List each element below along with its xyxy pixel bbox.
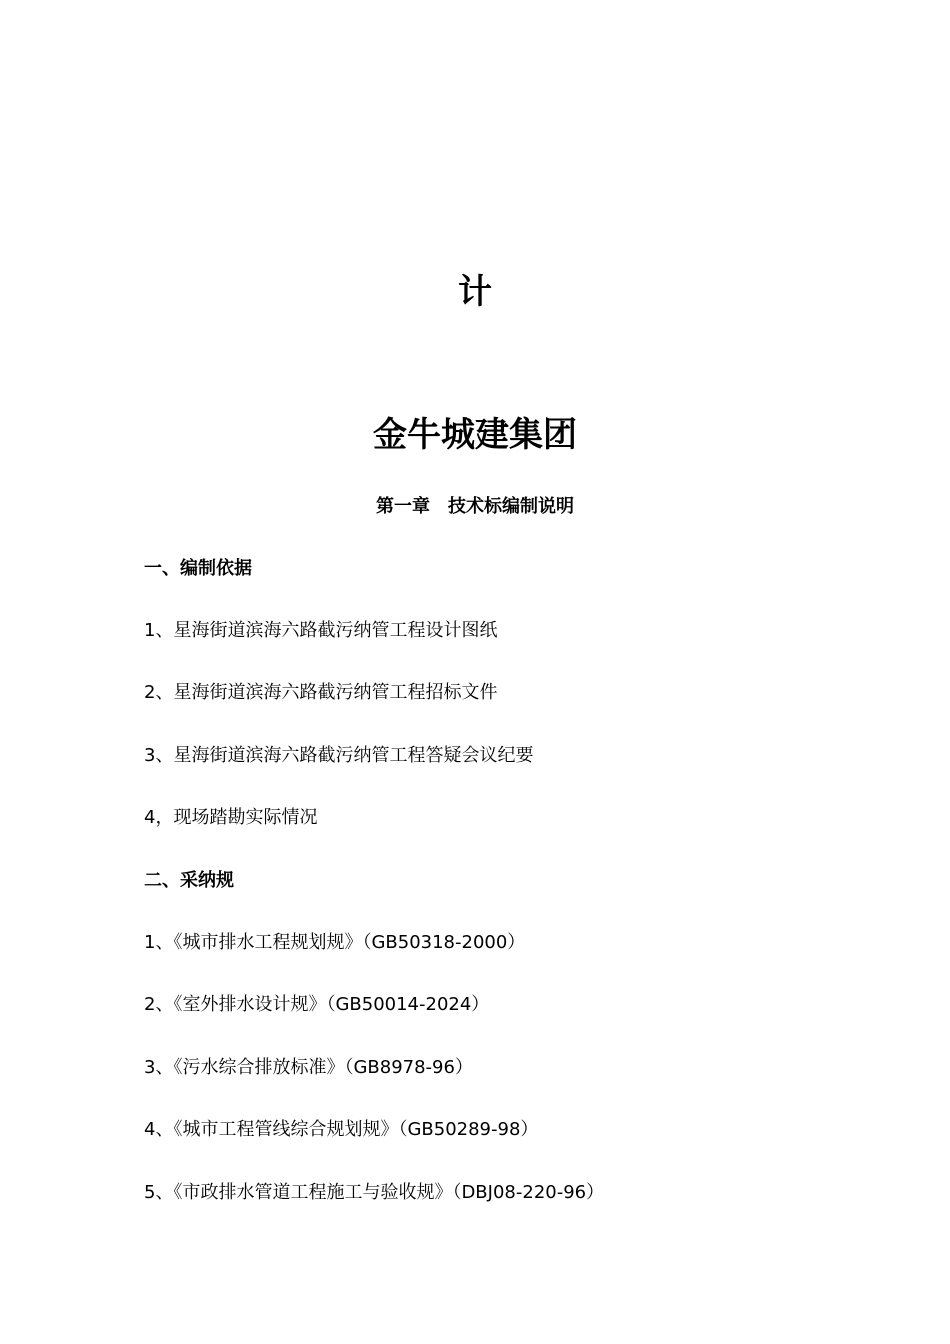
chapter-heading	[0, 494, 950, 520]
chapter-title: 技术标编制说明	[448, 496, 574, 517]
section-heading-basis: 一、编制依据	[144, 558, 252, 579]
basis-item-3: 3、星海街道滨海六路截污纳管工程答疑会议纪要	[144, 745, 534, 766]
standard-item-4: 4、《城市工程管线综合规划规》（GB50289-98）	[144, 1119, 539, 1140]
company-name: 金牛城建集团	[373, 415, 577, 455]
section-heading-standards: 二、采纳规	[144, 870, 234, 891]
top-title: 计	[458, 272, 492, 312]
basis-item-1: 1、星海街道滨海六路截污纳管工程设计图纸	[144, 620, 498, 641]
basis-item-2: 2、星海街道滨海六路截污纳管工程招标文件	[144, 682, 498, 703]
basis-item-4: 4，现场踏勘实际情况	[144, 807, 318, 828]
chapter-number: 第一章	[376, 496, 430, 517]
standard-item-2: 2、《室外排水设计规》（GB50014-2024）	[144, 994, 490, 1015]
standard-item-1: 1、《城市排水工程规划规》（GB50318-2000）	[144, 932, 526, 953]
standard-item-3: 3、《污水综合排放标准》（GB8978-96）	[144, 1057, 473, 1078]
standard-item-5: 5、《市政排水管道工程施工与验收规》（DBJ08-220-96）	[144, 1182, 605, 1203]
